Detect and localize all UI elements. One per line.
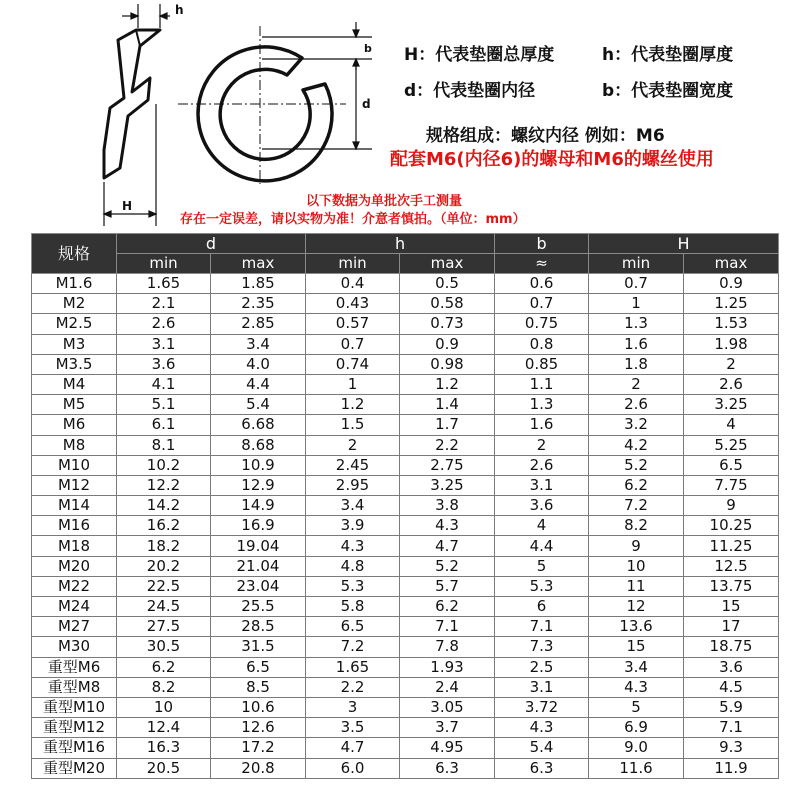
cell-spec: M20 [32, 556, 117, 576]
cell-d-min: 20.2 [117, 556, 211, 576]
subheader-H-min: min [589, 254, 684, 274]
cell-h-min: 3 [306, 697, 400, 717]
cell-h-max: 7.8 [400, 637, 495, 657]
matching-note: 配套M6(内径6)的螺母和M6的螺丝使用 [390, 149, 714, 170]
cell-h-min: 6.0 [306, 758, 400, 778]
cell-h-max: 2.75 [400, 455, 495, 475]
cell-H-max: 6.5 [684, 455, 779, 475]
cell-b-approx: 3.6 [495, 496, 589, 516]
cell-spec: M30 [32, 637, 117, 657]
cell-H-min: 1.8 [589, 354, 684, 374]
cell-h-max: 2.4 [400, 677, 495, 697]
cell-d-min: 3.6 [117, 354, 211, 374]
table-row [32, 475, 779, 495]
cell-d-max: 3.4 [211, 334, 306, 354]
cell-b-approx: 5 [495, 556, 589, 576]
cell-d-min: 4.1 [117, 374, 211, 394]
cell-b-approx: 5.4 [495, 738, 589, 758]
cell-h-min: 6.5 [306, 617, 400, 637]
cell-spec: M2.5 [32, 314, 117, 334]
cell-spec: M5 [32, 395, 117, 415]
table-row [32, 455, 779, 475]
cell-b-approx: 4.3 [495, 718, 589, 738]
table-row [32, 597, 779, 617]
cell-H-min: 7.2 [589, 496, 684, 516]
cell-d-max: 23.04 [211, 576, 306, 596]
cell-h-min: 4.7 [306, 738, 400, 758]
cell-H-min: 2.6 [589, 395, 684, 415]
table-row [32, 657, 779, 677]
cell-d-min: 6.1 [117, 415, 211, 435]
cell-h-min: 0.74 [306, 354, 400, 374]
error-note: 存在一定误差，请以实物为准！介意者慎拍。（单位：mm） [180, 212, 526, 227]
cell-H-max: 11.25 [684, 536, 779, 556]
cell-b-approx: 0.8 [495, 334, 589, 354]
cell-spec: 重型M6 [32, 657, 117, 677]
cell-b-approx: 3.1 [495, 475, 589, 495]
cell-b-approx: 0.7 [495, 294, 589, 314]
cell-h-max: 6.2 [400, 597, 495, 617]
cell-b-approx: 4.4 [495, 536, 589, 556]
cell-spec: M16 [32, 516, 117, 536]
cell-H-max: 10.25 [684, 516, 779, 536]
cell-spec: M4 [32, 374, 117, 394]
cell-spec: M3 [32, 334, 117, 354]
label-b: b [364, 42, 372, 55]
legend-h: h：代表垫圈厚度 [602, 45, 734, 65]
cell-H-max: 9.3 [684, 738, 779, 758]
cell-d-min: 12.4 [117, 718, 211, 738]
cell-b-approx: 1.1 [495, 374, 589, 394]
cell-h-max: 5.2 [400, 556, 495, 576]
cell-h-min: 1 [306, 374, 400, 394]
cell-h-max: 0.58 [400, 294, 495, 314]
cell-d-min: 1.65 [117, 274, 211, 294]
cell-H-max: 1.98 [684, 334, 779, 354]
cell-h-min: 0.43 [306, 294, 400, 314]
cell-d-min: 8.1 [117, 435, 211, 455]
cell-d-max: 4.0 [211, 354, 306, 374]
cell-b-approx: 1.3 [495, 395, 589, 415]
cell-d-max: 10.6 [211, 697, 306, 717]
cell-H-min: 6.9 [589, 718, 684, 738]
table-row [32, 395, 779, 415]
cell-b-approx: 2 [495, 435, 589, 455]
cell-d-max: 28.5 [211, 617, 306, 637]
washer-front-view [178, 26, 346, 184]
cell-h-max: 4.7 [400, 536, 495, 556]
cell-H-min: 0.7 [589, 274, 684, 294]
cell-d-min: 6.2 [117, 657, 211, 677]
cell-d-min: 8.2 [117, 677, 211, 697]
table-row [32, 496, 779, 516]
table-row [32, 617, 779, 637]
cell-b-approx: 7.1 [495, 617, 589, 637]
cell-h-max: 1.7 [400, 415, 495, 435]
cell-h-min: 5.3 [306, 576, 400, 596]
table-body [32, 274, 779, 779]
cell-spec: M14 [32, 496, 117, 516]
cell-H-min: 5.2 [589, 455, 684, 475]
cell-d-max: 31.5 [211, 637, 306, 657]
cell-spec: M1.6 [32, 274, 117, 294]
cell-b-approx: 2.5 [495, 657, 589, 677]
cell-H-max: 18.75 [684, 637, 779, 657]
cell-h-max: 3.25 [400, 475, 495, 495]
cell-d-max: 2.85 [211, 314, 306, 334]
cell-spec: 重型M20 [32, 758, 117, 778]
cell-h-min: 2 [306, 435, 400, 455]
cell-b-approx: 2.6 [495, 455, 589, 475]
table-row [32, 677, 779, 697]
subheader-h-max: max [400, 254, 495, 274]
cell-h-max: 0.98 [400, 354, 495, 374]
cell-h-min: 1.5 [306, 415, 400, 435]
table-row [32, 556, 779, 576]
subheader-H-max: max [684, 254, 779, 274]
cell-H-max: 7.1 [684, 718, 779, 738]
cell-h-max: 1.93 [400, 657, 495, 677]
spec-composition: 规格组成：螺纹内径 例如：M6 [426, 126, 665, 146]
cell-H-min: 2 [589, 374, 684, 394]
table-row [32, 334, 779, 354]
cell-h-min: 5.8 [306, 597, 400, 617]
cell-h-max: 6.3 [400, 758, 495, 778]
cell-b-approx: 6.3 [495, 758, 589, 778]
table-header [32, 234, 779, 274]
cell-d-max: 10.9 [211, 455, 306, 475]
cell-d-max: 14.9 [211, 496, 306, 516]
table-row [32, 637, 779, 657]
cell-b-approx: 3.72 [495, 697, 589, 717]
cell-h-min: 3.9 [306, 516, 400, 536]
cell-d-max: 2.35 [211, 294, 306, 314]
cell-d-min: 2.6 [117, 314, 211, 334]
cell-h-min: 7.2 [306, 637, 400, 657]
cell-H-min: 11.6 [589, 758, 684, 778]
cell-d-min: 27.5 [117, 617, 211, 637]
header-H: H [589, 234, 779, 254]
cell-d-max: 8.68 [211, 435, 306, 455]
dimension-h [122, 4, 170, 28]
cell-b-approx: 4 [495, 516, 589, 536]
cell-b-approx: 1.6 [495, 415, 589, 435]
cell-H-min: 11 [589, 576, 684, 596]
cell-d-min: 10.2 [117, 455, 211, 475]
cell-H-max: 15 [684, 597, 779, 617]
table-row [32, 576, 779, 596]
cell-d-max: 20.8 [211, 758, 306, 778]
header-h: h [306, 234, 495, 254]
cell-H-max: 0.9 [684, 274, 779, 294]
cell-H-max: 2.6 [684, 374, 779, 394]
cell-h-min: 3.4 [306, 496, 400, 516]
table-row [32, 354, 779, 374]
cell-d-min: 16.3 [117, 738, 211, 758]
cell-d-min: 20.5 [117, 758, 211, 778]
cell-d-min: 30.5 [117, 637, 211, 657]
cell-H-max: 17 [684, 617, 779, 637]
cell-d-min: 16.2 [117, 516, 211, 536]
header-spec: 规格 [32, 234, 117, 274]
cell-H-min: 1.3 [589, 314, 684, 334]
cell-h-max: 2.2 [400, 435, 495, 455]
cell-h-min: 3.5 [306, 718, 400, 738]
cell-H-max: 5.25 [684, 435, 779, 455]
cell-H-min: 9 [589, 536, 684, 556]
cell-H-min: 6.2 [589, 475, 684, 495]
cell-H-min: 4.3 [589, 677, 684, 697]
cell-h-max: 0.9 [400, 334, 495, 354]
cell-H-min: 1 [589, 294, 684, 314]
cell-b-approx: 0.85 [495, 354, 589, 374]
cell-spec: 重型M16 [32, 738, 117, 758]
subheader-d-max: max [211, 254, 306, 274]
cell-H-min: 4.2 [589, 435, 684, 455]
cell-h-max: 3.05 [400, 697, 495, 717]
cell-spec: 重型M8 [32, 677, 117, 697]
cell-H-min: 8.2 [589, 516, 684, 536]
cell-H-max: 2 [684, 354, 779, 374]
cell-d-max: 16.9 [211, 516, 306, 536]
cell-d-max: 6.5 [211, 657, 306, 677]
cell-H-max: 11.9 [684, 758, 779, 778]
cell-d-min: 24.5 [117, 597, 211, 617]
cell-d-max: 4.4 [211, 374, 306, 394]
cell-d-max: 25.5 [211, 597, 306, 617]
cell-H-max: 4.5 [684, 677, 779, 697]
table-row [32, 294, 779, 314]
header-b: b [495, 234, 589, 254]
cell-spec: M10 [32, 455, 117, 475]
cell-H-max: 9 [684, 496, 779, 516]
cell-h-max: 4.95 [400, 738, 495, 758]
table-row [32, 697, 779, 717]
cell-d-min: 5.1 [117, 395, 211, 415]
label-h: h [175, 3, 184, 17]
cell-H-max: 12.5 [684, 556, 779, 576]
cell-spec: 重型M10 [32, 697, 117, 717]
cell-h-min: 2.45 [306, 455, 400, 475]
cell-spec: M22 [32, 576, 117, 596]
cell-H-max: 4 [684, 415, 779, 435]
cell-spec: M6 [32, 415, 117, 435]
cell-b-approx: 6 [495, 597, 589, 617]
cell-h-min: 4.3 [306, 536, 400, 556]
cell-d-max: 21.04 [211, 556, 306, 576]
cell-b-approx: 5.3 [495, 576, 589, 596]
label-d: d [362, 97, 371, 111]
cell-b-approx: 3.1 [495, 677, 589, 697]
label-H: H [122, 199, 133, 213]
table-row [32, 738, 779, 758]
cell-d-min: 22.5 [117, 576, 211, 596]
cell-d-min: 10 [117, 697, 211, 717]
cell-b-approx: 7.3 [495, 637, 589, 657]
cell-d-max: 19.04 [211, 536, 306, 556]
cell-spec: M12 [32, 475, 117, 495]
cell-H-min: 12 [589, 597, 684, 617]
table-row [32, 415, 779, 435]
cell-spec: M18 [32, 536, 117, 556]
cell-h-min: 0.4 [306, 274, 400, 294]
cell-H-max: 3.25 [684, 395, 779, 415]
cell-H-min: 3.2 [589, 415, 684, 435]
table-row [32, 374, 779, 394]
legend-d: d：代表垫圈内径 [404, 81, 536, 101]
cell-spec: M3.5 [32, 354, 117, 374]
cell-h-min: 0.7 [306, 334, 400, 354]
subheader-b-approx: ≈ [495, 254, 589, 274]
table-row [32, 758, 779, 778]
cell-H-min: 9.0 [589, 738, 684, 758]
cell-spec: M27 [32, 617, 117, 637]
cell-h-max: 5.7 [400, 576, 495, 596]
cell-spec: M24 [32, 597, 117, 617]
cell-h-max: 4.3 [400, 516, 495, 536]
cell-h-min: 1.2 [306, 395, 400, 415]
cell-b-approx: 0.6 [495, 274, 589, 294]
cell-H-max: 3.6 [684, 657, 779, 677]
cell-d-max: 12.9 [211, 475, 306, 495]
cell-h-max: 0.73 [400, 314, 495, 334]
cell-d-max: 1.85 [211, 274, 306, 294]
cell-h-max: 3.8 [400, 496, 495, 516]
cell-H-max: 13.75 [684, 576, 779, 596]
washer-side-view [104, 30, 160, 178]
cell-H-min: 3.4 [589, 657, 684, 677]
cell-H-max: 1.25 [684, 294, 779, 314]
measurement-note: 以下数据为单批次手工测量 [306, 194, 463, 209]
cell-h-max: 1.4 [400, 395, 495, 415]
cell-H-max: 1.53 [684, 314, 779, 334]
cell-d-max: 5.4 [211, 395, 306, 415]
table-row [32, 536, 779, 556]
subheader-d-min: min [117, 254, 211, 274]
washer-spec-table [31, 233, 779, 779]
cell-b-approx: 0.75 [495, 314, 589, 334]
cell-h-min: 2.2 [306, 677, 400, 697]
cell-H-min: 5 [589, 697, 684, 717]
cell-h-max: 7.1 [400, 617, 495, 637]
cell-h-max: 0.5 [400, 274, 495, 294]
header-d: d [117, 234, 306, 254]
legend-b: b：代表垫圈宽度 [602, 81, 734, 101]
cell-H-min: 13.6 [589, 617, 684, 637]
cell-d-max: 12.6 [211, 718, 306, 738]
table-row [32, 435, 779, 455]
cell-H-max: 5.9 [684, 697, 779, 717]
table-row [32, 314, 779, 334]
cell-d-min: 14.2 [117, 496, 211, 516]
cell-h-max: 1.2 [400, 374, 495, 394]
cell-d-min: 18.2 [117, 536, 211, 556]
cell-h-min: 2.95 [306, 475, 400, 495]
table-row [32, 516, 779, 536]
table-row [32, 718, 779, 738]
cell-H-min: 15 [589, 637, 684, 657]
cell-h-min: 1.65 [306, 657, 400, 677]
cell-d-min: 3.1 [117, 334, 211, 354]
cell-spec: M2 [32, 294, 117, 314]
cell-h-max: 3.7 [400, 718, 495, 738]
cell-d-min: 2.1 [117, 294, 211, 314]
cell-d-max: 6.68 [211, 415, 306, 435]
subheader-h-min: min [306, 254, 400, 274]
cell-spec: M8 [32, 435, 117, 455]
cell-d-max: 8.5 [211, 677, 306, 697]
cell-h-min: 4.8 [306, 556, 400, 576]
cell-d-max: 17.2 [211, 738, 306, 758]
cell-H-min: 10 [589, 556, 684, 576]
legend-H: H：代表垫圈总厚度 [404, 45, 555, 65]
cell-H-max: 7.75 [684, 475, 779, 495]
table-row [32, 274, 779, 294]
cell-h-min: 0.57 [306, 314, 400, 334]
cell-spec: 重型M12 [32, 718, 117, 738]
cell-d-min: 12.2 [117, 475, 211, 495]
cell-H-min: 1.6 [589, 334, 684, 354]
